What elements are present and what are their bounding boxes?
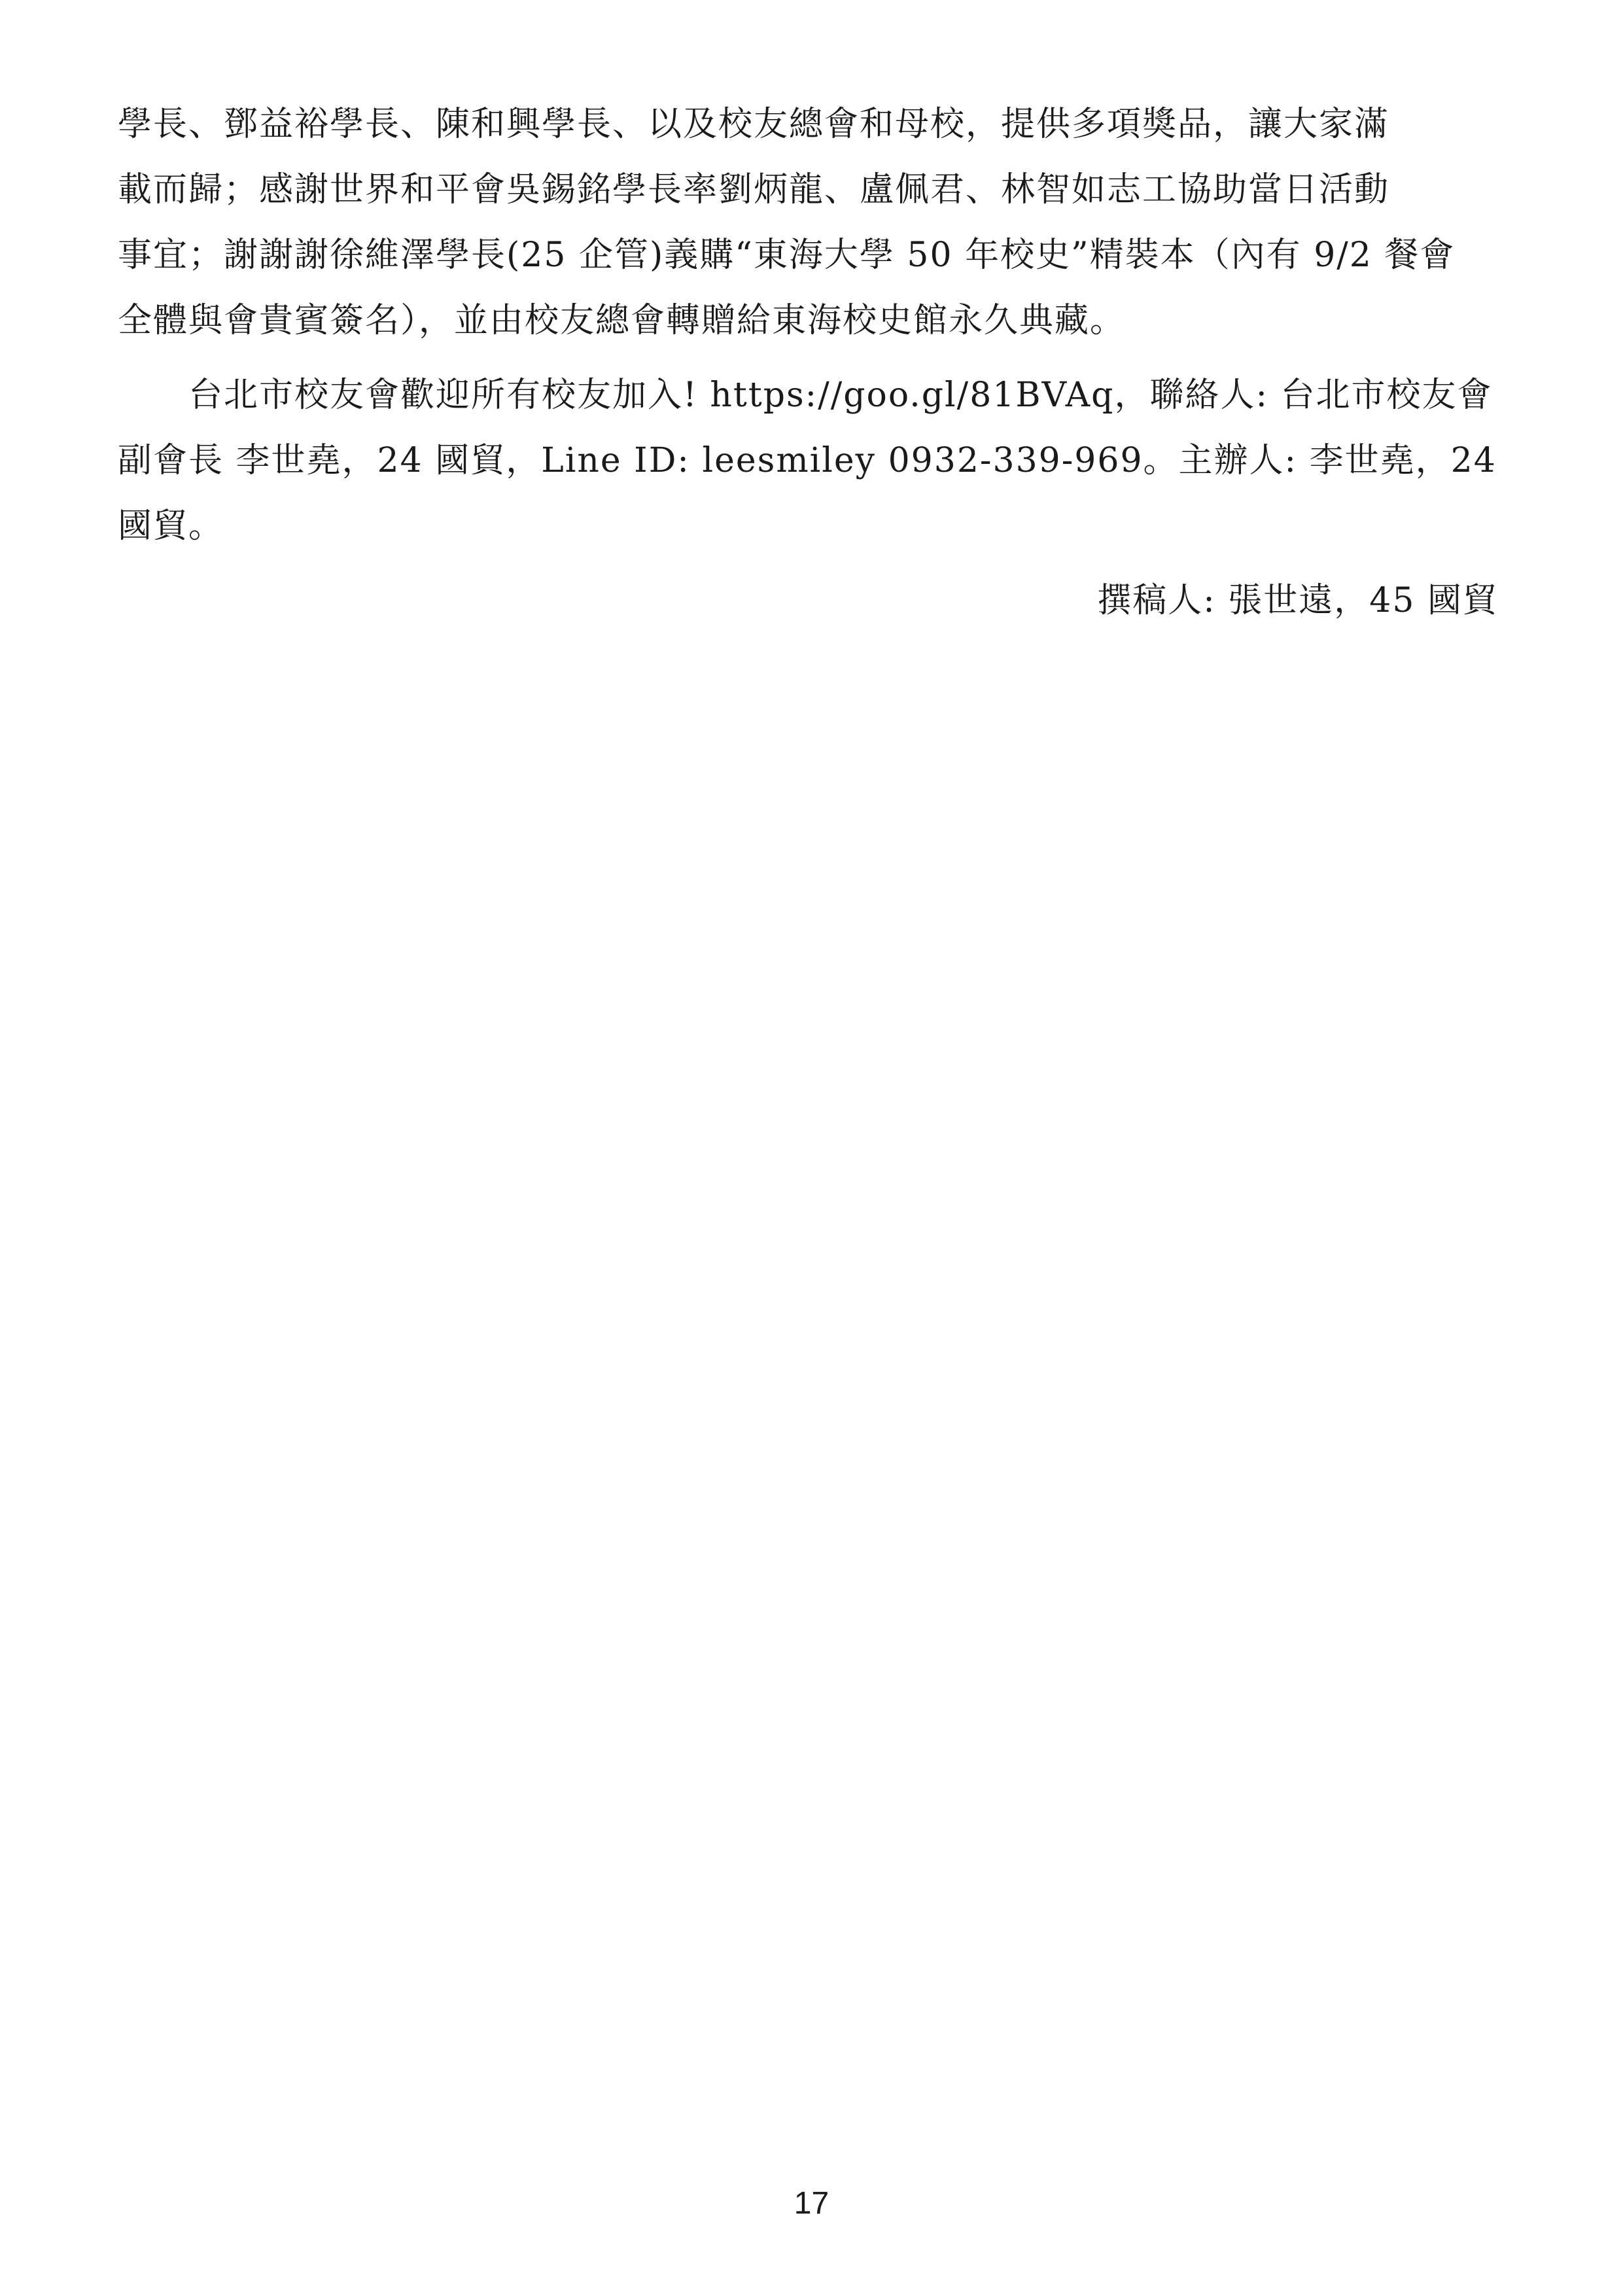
paragraph-line: 國貿。 xyxy=(118,506,224,546)
body-text xyxy=(118,92,1498,633)
paragraph-acknowledgements xyxy=(118,92,1498,353)
paragraph-line: 副會長 李世堯，24 國貿，Line ID: leesmiley 0932-339-969。主辦人: 李世堯，24 xyxy=(118,441,1497,480)
paragraph-spacer xyxy=(118,353,1498,362)
paragraph-membership-invite xyxy=(118,362,1498,559)
paragraph-line: 台北市校友會歡迎所有校友加入! https://goo.gl/81BVAq，聯絡人: 台北市校友會 xyxy=(188,376,1493,415)
page-number: 17 xyxy=(794,2186,829,2221)
paragraph-line: 學長、鄧益裕學長、陳和興學長、以及校友總會和母校，提供多項獎品，讓大家滿 xyxy=(118,105,1390,144)
author-byline: 撰稿人: 張世遠，45 國貿 xyxy=(1097,581,1498,620)
paragraph-line: 全體與會貴賓簽名），並由校友總會轉贈給東海校史館永久典藏。 xyxy=(118,301,1126,340)
paragraph-line: 事宜；謝謝謝徐維澤學長(25 企管)義購“東海大學 50 年校史”精裝本（內有 9/2 餐會 xyxy=(118,236,1456,275)
paragraph-line: 載而歸；感謝世界和平會吳錫銘學長率劉炳龍、盧佩君、林智如志工協助當日活動 xyxy=(118,170,1390,209)
paragraph-spacer xyxy=(118,559,1498,568)
